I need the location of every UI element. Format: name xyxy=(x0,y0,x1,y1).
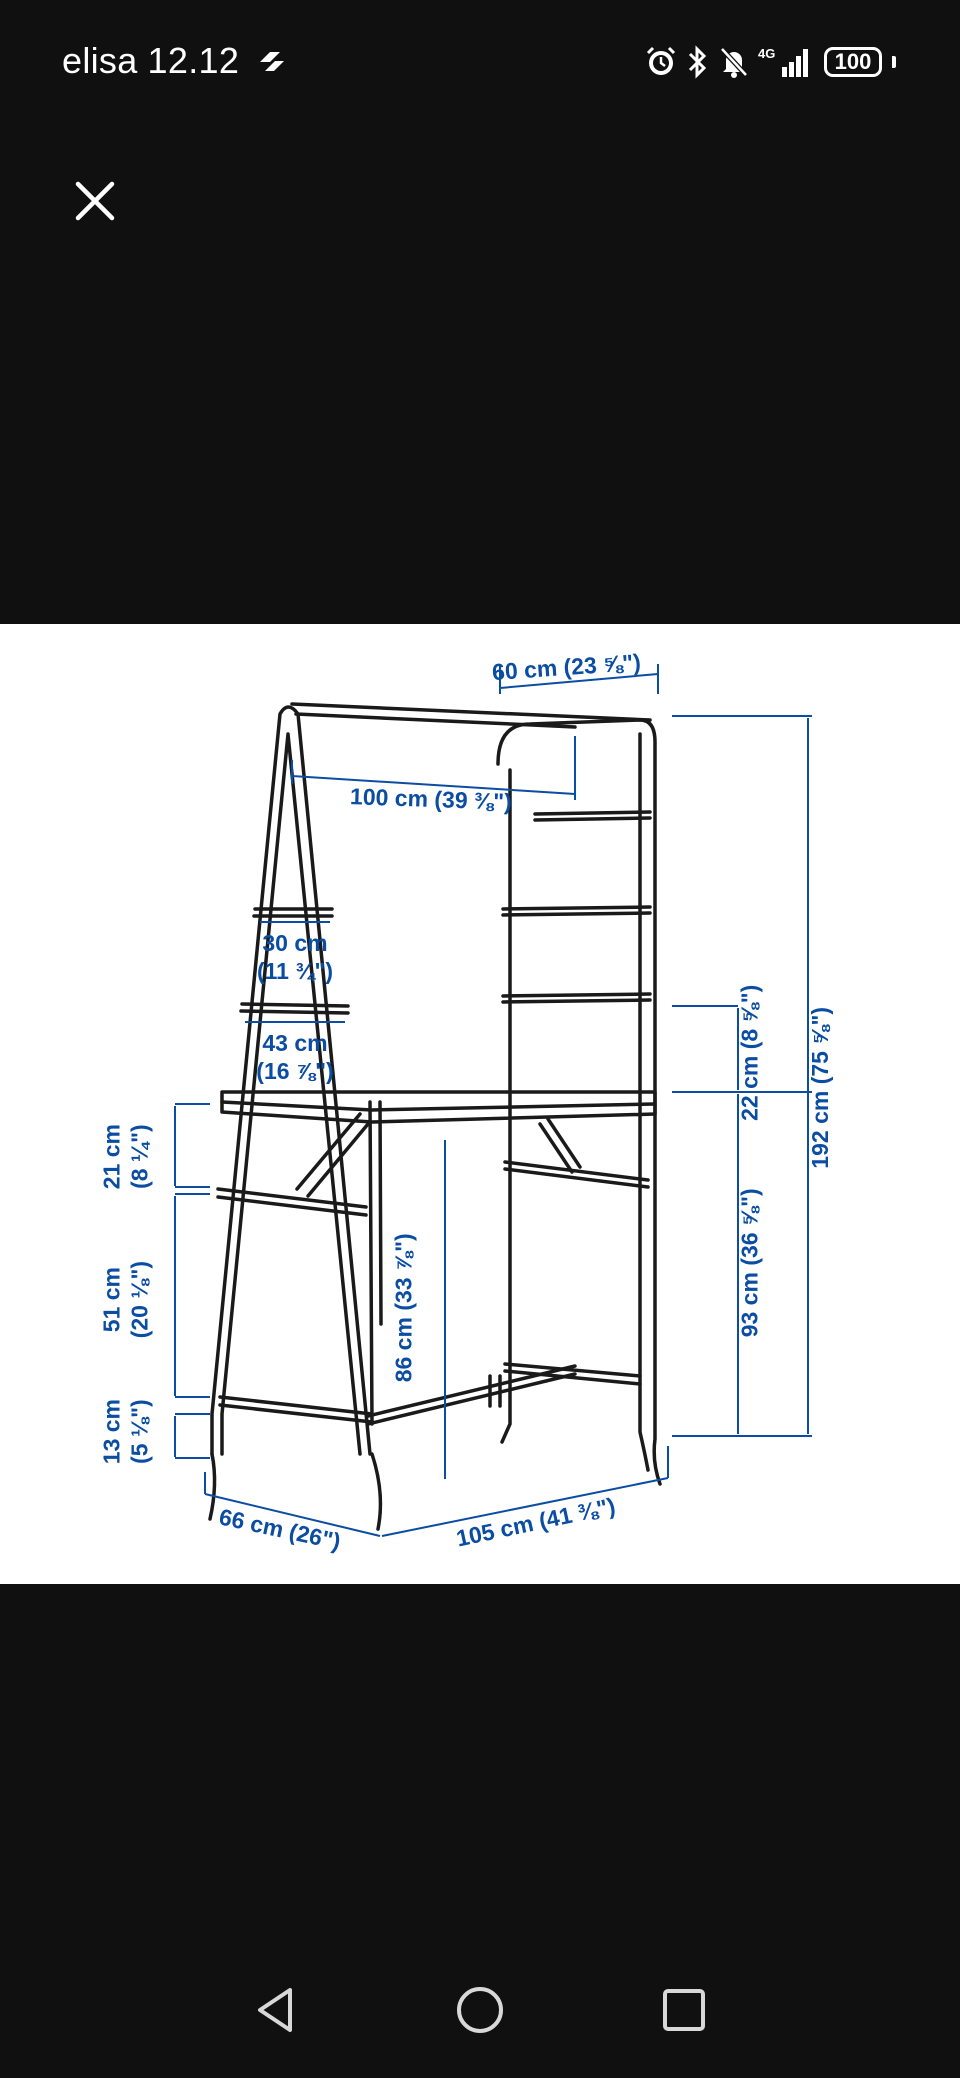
dim-left-51-in: (20 ⅛") xyxy=(126,1260,152,1339)
dim-total-height: 192 cm (75 ⅝") xyxy=(807,1006,834,1169)
nav-recents-button[interactable] xyxy=(654,1980,714,2040)
dim-shelf-30 xyxy=(250,930,340,985)
status-bar xyxy=(0,0,960,120)
dim-left-51-cm: 51 cm xyxy=(98,1266,125,1333)
dim-shelf-30-in: (11 ¾") xyxy=(256,957,334,984)
carrier-name: elisa xyxy=(62,40,138,81)
dim-right-22: 22 cm (8 ⅝") xyxy=(736,984,763,1121)
battery-tip xyxy=(892,56,896,68)
dim-shelf-30-cm: 30 cm xyxy=(262,930,328,956)
carrier-time xyxy=(62,40,287,84)
nav-home-button[interactable] xyxy=(450,1980,510,2040)
dim-left-13-in: (5 ⅛") xyxy=(126,1399,152,1464)
close-icon xyxy=(70,176,120,226)
battery-icon xyxy=(824,47,882,77)
dim-width-bottom: 105 cm (41 ⅜") xyxy=(453,1492,618,1552)
signal-icon xyxy=(758,45,816,79)
dim-shelf-43 xyxy=(245,1030,345,1085)
nav-back-icon xyxy=(246,1980,306,2040)
dim-shelf-43-in: (16 ⅞") xyxy=(256,1057,334,1084)
clock: 12.12 xyxy=(147,40,240,81)
product-dimension-image[interactable] xyxy=(0,624,960,1584)
battery-level: 100 xyxy=(834,49,872,74)
dim-left-21 xyxy=(98,1117,153,1197)
navigation-bar xyxy=(0,1980,960,2078)
dim-left-51 xyxy=(98,1250,153,1350)
bell-off-icon xyxy=(718,45,750,79)
dim-desk-height: 86 cm (33 ⅞") xyxy=(390,1233,417,1383)
dim-depth-bottom: 66 cm (26") xyxy=(216,1503,343,1555)
dim-width-inner: 100 cm (39 ⅜") xyxy=(349,783,513,815)
dim-shelf-43-cm: 43 cm xyxy=(262,1030,328,1056)
dim-left-21-cm: 21 cm xyxy=(98,1123,125,1190)
dim-left-21-in: (8 ¼") xyxy=(126,1124,152,1189)
nav-home-icon xyxy=(450,1980,510,2040)
dim-depth-top: 60 cm (23 ⅝") xyxy=(491,648,642,686)
nav-recents-icon xyxy=(654,1980,714,2040)
dim-right-93: 93 cm (36 ⅝") xyxy=(736,1188,763,1338)
dim-left-13 xyxy=(98,1392,153,1472)
network-type: 4G xyxy=(758,46,776,61)
alarm-icon xyxy=(644,45,678,79)
dim-left-13-cm: 13 cm xyxy=(98,1398,125,1465)
status-icons xyxy=(644,42,896,82)
nav-back-button[interactable] xyxy=(246,1980,306,2040)
close-button[interactable] xyxy=(70,176,120,226)
data-saver-icon xyxy=(257,42,287,84)
bluetooth-icon xyxy=(686,45,710,79)
